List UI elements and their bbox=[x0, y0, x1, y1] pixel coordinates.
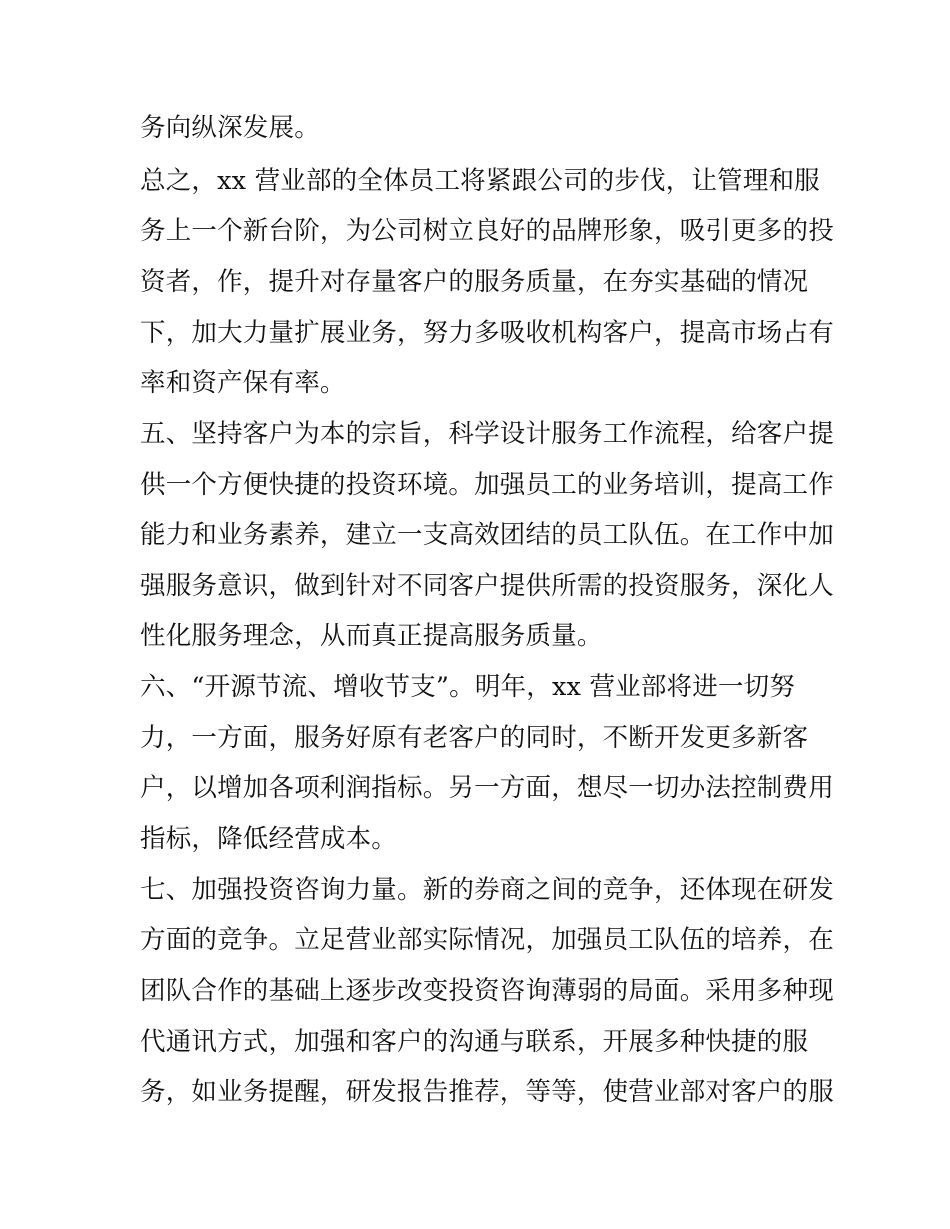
text-line: 六、“开源节流、增收节支”。明年，xx 营业部将进一切努 bbox=[140, 672, 796, 702]
text-line: 性化服务理念，从而真正提高服务质量。 bbox=[140, 621, 603, 651]
text-line: 指标，降低经营成本。 bbox=[140, 824, 398, 854]
text-line: 务上一个新台阶，为公司树立良好的品牌形象，吸引更多的投 bbox=[140, 216, 834, 246]
text-line: 下，加大力量扩展业务，努力多吸收机构客户，提高市场占有 bbox=[140, 318, 834, 348]
text-line: 能力和业务素养，建立一支高效团结的员工队伍。在工作中加 bbox=[140, 520, 834, 550]
text-line: 力，一方面，服务好原有老客户的同时，不断开发更多新客 bbox=[140, 723, 809, 753]
text-line: 务，如业务提醒，研发报告推荐，等等，使营业部对客户的服 bbox=[140, 1077, 834, 1107]
text-line: 户，以增加各项利润指标。另一方面，想尽一切办法控制费用 bbox=[140, 773, 834, 803]
text-line: 供一个方便快捷的投资环境。加强员工的业务培训，提高工作 bbox=[140, 470, 834, 500]
text-line: 总之，xx 营业部的全体员工将紧跟公司的步伐，让管理和服 bbox=[140, 166, 820, 196]
text-line: 务向纵深发展。 bbox=[140, 113, 320, 143]
text-line: 率和资产保有率。 bbox=[140, 368, 346, 398]
text-line: 团队合作的基础上逐步改变投资咨询薄弱的局面。采用多种现 bbox=[140, 976, 834, 1006]
text-line: 资者，作，提升对存量客户的服务质量，在夯实基础的情况 bbox=[140, 267, 809, 297]
text-line: 五、坚持客户为本的宗旨，科学设计服务工作流程，给客户提 bbox=[140, 419, 834, 449]
text-line: 七、加强投资咨询力量。新的券商之间的竞争，还体现在研发 bbox=[140, 875, 834, 905]
text-line: 方面的竞争。立足营业部实际情况，加强员工队伍的培养，在 bbox=[140, 925, 834, 955]
text-line: 代通讯方式，加强和客户的沟通与联系，开展多种快捷的服 bbox=[140, 1027, 809, 1057]
text-line: 强服务意识，做到针对不同客户提供所需的投资服务，深化人 bbox=[140, 571, 834, 601]
